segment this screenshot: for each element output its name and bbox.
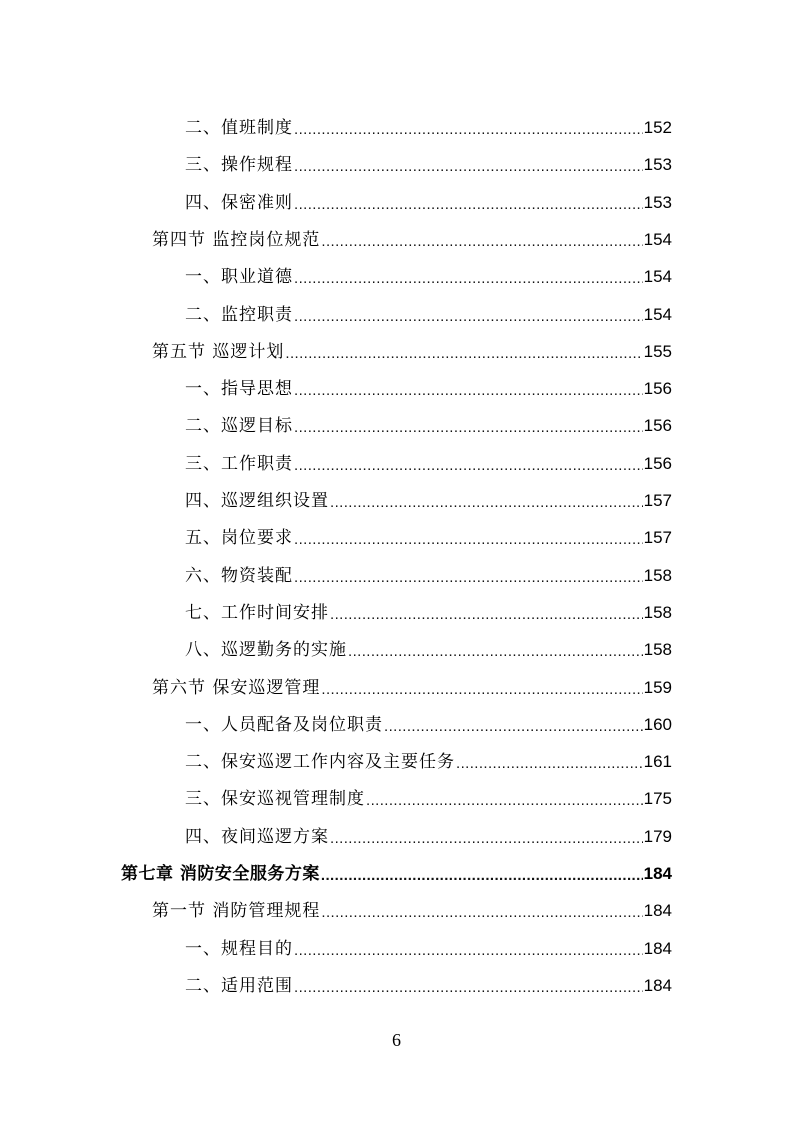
toc-entry-page: 157	[643, 491, 672, 510]
toc-entry-title: 第五节 巡逻计划	[152, 341, 285, 362]
toc-entry-page: 156	[643, 416, 672, 436]
toc-entry-page: 156	[643, 453, 672, 473]
toc-entry-title: 三、保安巡视管理制度	[185, 789, 365, 810]
toc-subsection-entry[interactable]	[185, 176, 672, 213]
toc-entry-title: 八、巡逻勤务的实施	[185, 640, 347, 661]
toc-entry-title: 一、规程目的	[185, 938, 293, 959]
toc-entry-page: 184	[643, 901, 672, 921]
toc-dot-leader	[330, 607, 643, 623]
toc-entry-title: 六、物资装配	[185, 565, 293, 586]
toc-dot-leader	[384, 719, 643, 735]
toc-entry-page: 160	[643, 714, 672, 734]
toc-entry-title: 二、适用范围	[185, 975, 293, 996]
toc-subsection-entry[interactable]	[185, 810, 672, 847]
toc-dot-leader	[321, 234, 642, 250]
toc-entry-page: 157	[643, 528, 672, 548]
toc-dot-leader	[330, 495, 643, 511]
toc-entry-title: 一、人员配备及岗位职责	[185, 714, 383, 735]
toc-subsection-entry[interactable]	[185, 362, 672, 399]
toc-entry-title: 七、工作时间安排	[185, 602, 329, 623]
toc-subsection-entry[interactable]	[185, 959, 672, 996]
toc-entry-title: 第七章 消防安全服务方案	[121, 864, 320, 884]
toc-entry-page: 153	[643, 192, 672, 212]
toc-dot-leader	[321, 682, 642, 698]
toc-entry-page: 158	[643, 602, 672, 622]
toc-subsection-entry[interactable]	[185, 288, 672, 325]
toc-section-entry[interactable]	[152, 325, 672, 362]
toc-entry-title: 四、夜间巡逻方案	[185, 826, 329, 847]
toc-section-entry[interactable]	[152, 213, 672, 250]
toc-entry-title: 第一节 消防管理规程	[152, 901, 321, 922]
toc-subsection-entry[interactable]	[185, 549, 672, 586]
toc-entry-title: 第六节 保安巡逻管理	[152, 677, 321, 698]
toc-entry-title: 三、工作职责	[185, 453, 293, 474]
toc-entry-title: 第四节 监控岗位规范	[152, 229, 321, 250]
toc-subsection-entry[interactable]	[185, 138, 672, 175]
toc-dot-leader	[294, 943, 643, 959]
toc-dot-leader	[330, 831, 643, 847]
toc-entry-page: 179	[643, 826, 672, 846]
toc-entry-title: 三、操作规程	[185, 155, 293, 176]
toc-subsection-entry[interactable]	[185, 922, 672, 959]
toc-entry-page: 159	[643, 677, 672, 697]
toc-dot-leader	[348, 644, 643, 660]
toc-entry-title: 一、职业道德	[185, 267, 293, 288]
toc-entry-title: 四、巡逻组织设置	[185, 491, 329, 511]
toc-subsection-entry[interactable]	[185, 511, 672, 548]
toc-entry-page: 154	[643, 267, 672, 287]
toc-entry-page: 153	[643, 155, 672, 175]
toc-dot-leader	[294, 570, 643, 586]
toc-entry-page: 175	[643, 789, 672, 809]
toc-entry-page: 156	[643, 379, 672, 399]
toc-dot-leader	[294, 532, 643, 548]
toc-entry-page: 155	[643, 341, 672, 361]
toc-entry-page: 152	[643, 118, 672, 137]
toc-dot-leader	[294, 458, 643, 474]
toc-entry-page: 158	[643, 565, 672, 585]
toc-entry-page: 184	[643, 864, 672, 883]
toc-entry-page: 158	[643, 640, 672, 660]
toc-dot-leader	[294, 309, 643, 325]
toc-entry-page: 154	[643, 304, 672, 324]
toc-section-entry[interactable]	[152, 884, 672, 921]
toc-dot-leader	[294, 420, 643, 436]
toc-entry-title: 二、保安巡逻工作内容及主要任务	[185, 752, 455, 773]
toc-dot-leader	[294, 122, 643, 138]
toc-dot-leader	[321, 905, 642, 921]
toc-section-entry[interactable]	[152, 661, 672, 698]
toc-entry-page: 184	[643, 938, 672, 958]
toc-dot-leader	[294, 197, 643, 213]
toc-entry-title: 一、指导思想	[185, 379, 293, 400]
toc-dot-leader	[366, 793, 643, 809]
toc-entry-title: 二、巡逻目标	[185, 416, 293, 437]
toc-dot-leader	[294, 980, 643, 996]
toc-subsection-entry[interactable]	[185, 399, 672, 436]
toc-chapter-entry[interactable]	[121, 847, 672, 884]
toc-dot-leader	[294, 159, 643, 175]
toc-subsection-entry[interactable]	[185, 250, 672, 287]
toc-subsection-entry[interactable]	[185, 735, 672, 772]
toc-subsection-entry[interactable]	[185, 772, 672, 809]
toc-entry-title: 二、值班制度	[185, 118, 293, 138]
toc-entry-page: 161	[643, 752, 672, 772]
toc-dot-leader	[294, 383, 643, 399]
toc-dot-leader	[294, 271, 643, 287]
toc-entry-title: 四、保密准则	[185, 192, 293, 213]
toc-entry-title: 五、岗位要求	[185, 528, 293, 549]
toc-subsection-entry[interactable]	[185, 586, 672, 623]
toc-entry-page: 154	[643, 229, 672, 249]
toc-subsection-entry[interactable]	[185, 623, 672, 660]
page-number: 6	[392, 1030, 401, 1050]
toc-subsection-entry[interactable]	[185, 698, 672, 735]
toc-dot-leader	[456, 756, 643, 772]
toc-subsection-entry[interactable]	[185, 474, 672, 511]
toc-subsection-entry[interactable]	[185, 101, 672, 138]
toc-entry-page: 184	[643, 975, 672, 995]
toc-dot-leader	[321, 868, 643, 884]
toc-subsection-entry[interactable]	[185, 437, 672, 474]
toc-dot-leader	[285, 346, 642, 362]
toc-entry-title: 二、监控职责	[185, 304, 293, 325]
